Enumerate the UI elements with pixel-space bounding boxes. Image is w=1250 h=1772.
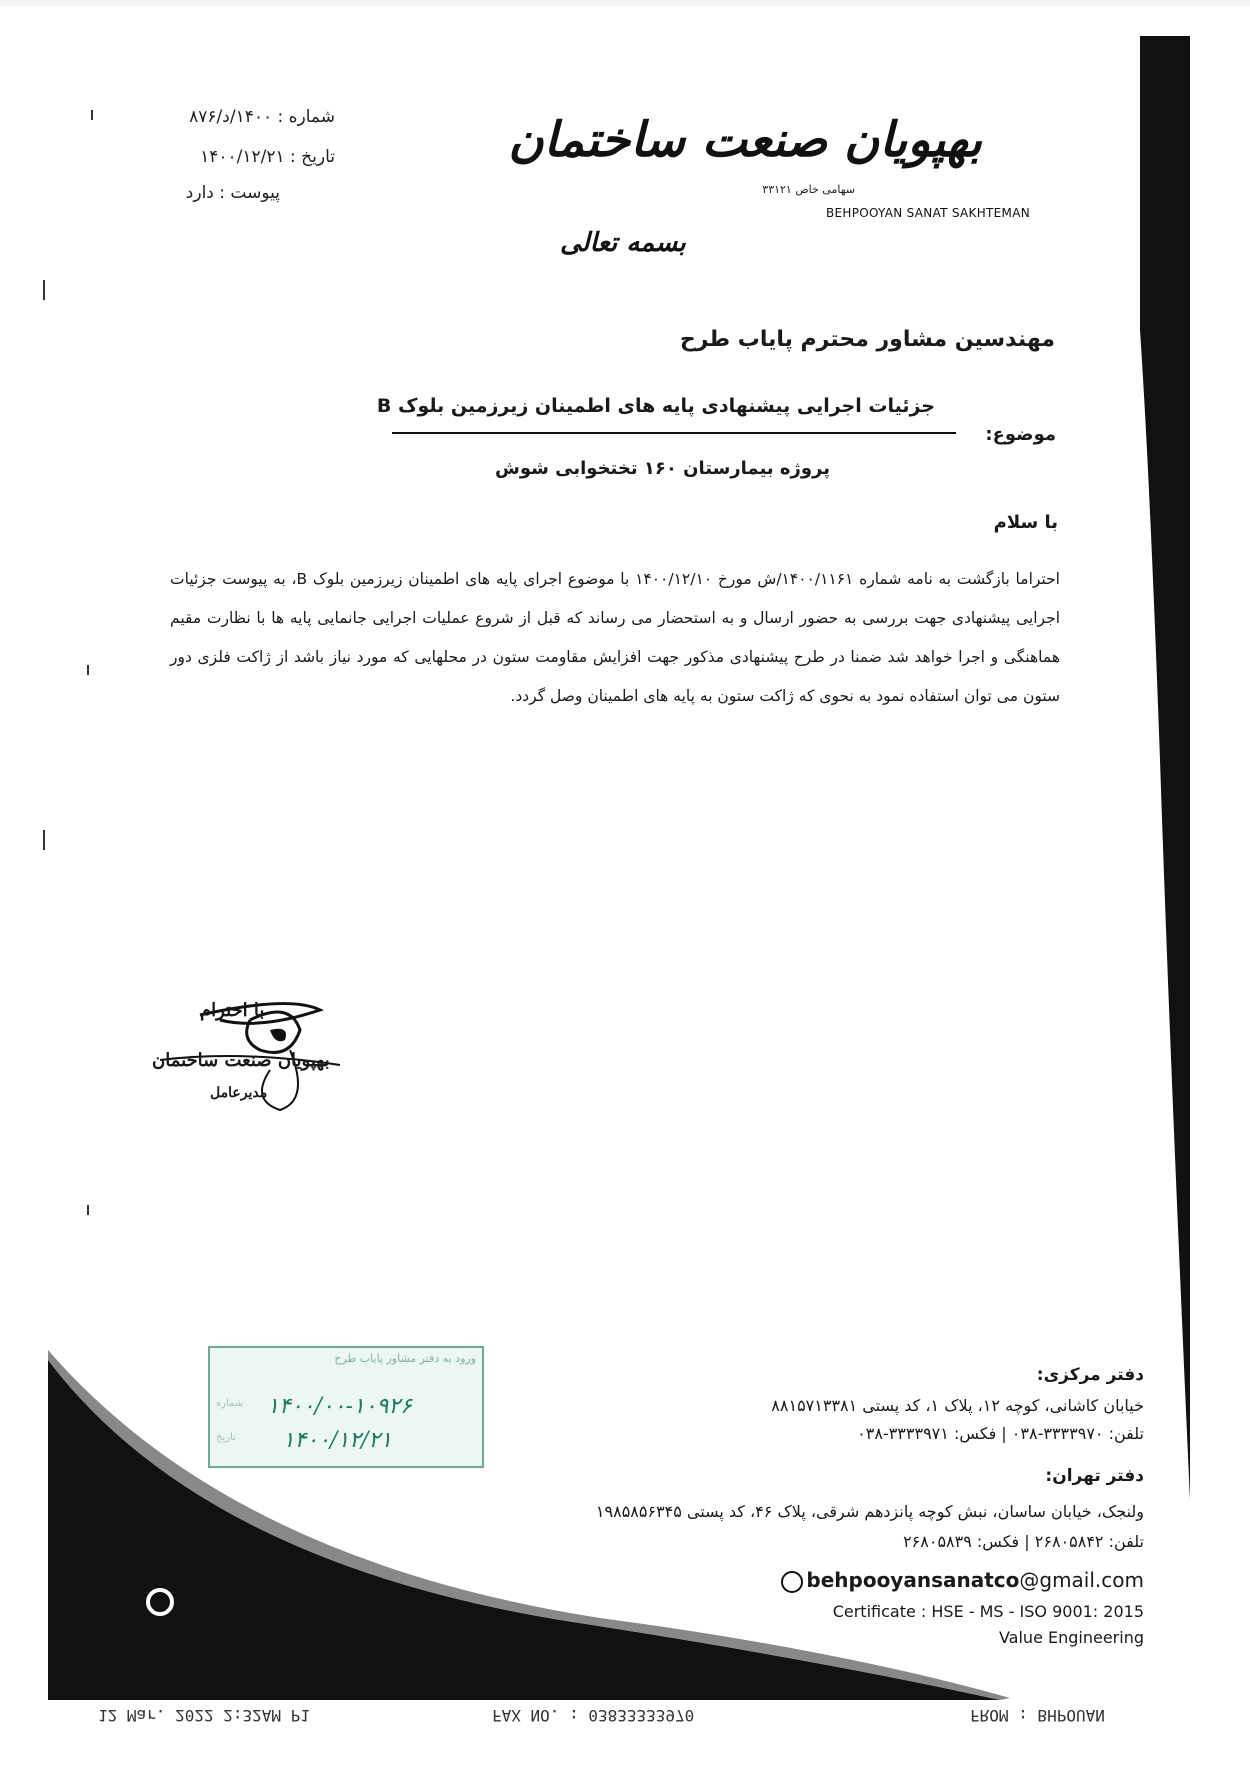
- subject-underline: [392, 432, 956, 434]
- basmala-heading: بسمه تعالی: [560, 228, 686, 258]
- right-black-band: [1140, 36, 1190, 1500]
- stamp-date: ۱۴۰۰/۱۲/۲۱: [282, 1428, 392, 1453]
- received-stamp: [208, 1346, 484, 1468]
- signature-title: مدیرعامل: [210, 1085, 268, 1101]
- tehran-office-title: دفتر تهران:: [1045, 1466, 1144, 1486]
- stamp-number-label: شماره: [216, 1398, 244, 1409]
- tehran-office-address: ولنجک، خیابان ساسان، نبش کوچه پانزدهم شرقی، پلاک ۴۶، کد پستی ۱۹۸۵۸۵۶۳۴۵: [595, 1502, 1144, 1521]
- email-icon: [781, 1571, 803, 1593]
- stamp-number: ۱۴۰۰/۰۰-۱۰۹۲۶: [267, 1394, 412, 1419]
- stamp-date-label: تاریخ: [216, 1432, 236, 1443]
- tehran-office-phone: تلفن: ۲۶۸۰۵۸۴۲ | فکس: ۲۶۸۰۵۸۳۹: [903, 1532, 1144, 1551]
- central-office-title: دفتر مرکزی:: [1036, 1365, 1144, 1385]
- certificate-text: Certificate : HSE - MS - ISO 9001: 2015: [832, 1602, 1144, 1621]
- letter-number-value: ۱۴۰۰/د/۸۷۶: [189, 107, 273, 127]
- email-domain: @gmail.com: [1019, 1568, 1144, 1592]
- stamp-title: ورود به دفتر مشاور پایاب طرح: [334, 1352, 476, 1365]
- signature-company: بهپویان صنعت ساختمان: [152, 1050, 330, 1071]
- letter-date-label: تاریخ :: [290, 147, 335, 167]
- company-logo-english: BEHPOOYAN SANAT SAKHTEMAN: [825, 206, 1030, 220]
- fax-datetime: 12 Mar. 2022 2:32AM P1: [98, 1706, 310, 1725]
- attachment-value: دارد: [185, 183, 214, 203]
- letter-date-value: ۱۴۰۰/۱۲/۲۱: [200, 147, 285, 167]
- central-office-phone: تلفن: ۳۳۳۳۹۷۰-۰۳۸ | فکس: ۳۳۳۳۹۷۱-۰۳۸: [857, 1424, 1144, 1443]
- email-user: behpooyansanatco: [806, 1568, 1020, 1592]
- fax-footer: [0, 1700, 1250, 1730]
- recipient: مهندسین مشاور محترم پایاب طرح: [679, 327, 1055, 352]
- fax-number: FAX NO. : 03833333970: [492, 1706, 695, 1725]
- central-office-address: خیابان کاشانی، کوچه ۱۲، پلاک ۱، کد پستی ۸۸۱۵۷۱۳۳۸۱: [771, 1396, 1144, 1415]
- fax-from: FROM : BHPOUAN: [970, 1706, 1105, 1725]
- signature-closing: با احترام: [200, 1000, 265, 1021]
- subject-label: موضوع:: [985, 424, 1056, 445]
- company-logo-subtitle: سهامی خاص ۳۳۱۲۱: [762, 183, 855, 196]
- letter-number-label: شماره :: [277, 107, 335, 127]
- subject-line-1: جزئیات اجرایی پیشنهادی پایه های اطمینان زیرزمین بلوک B: [376, 395, 935, 417]
- letter-attachment: [186, 180, 280, 206]
- value-engineering-text: Value Engineering: [998, 1628, 1144, 1647]
- attachment-label: پیوست :: [219, 183, 280, 203]
- greeting: با سلام: [993, 512, 1058, 533]
- company-logo-persian: بهپویان صنعت ساختمان: [508, 112, 982, 168]
- letter-number: [189, 104, 335, 130]
- letter-body: احتراما بازگشت به نامه شماره ۱۴۰۰/۱۱۶۱/ش مورخ ۱۴۰۰/۱۲/۱۰ با موضوع اجرای پایه های اطمینان زیرزمین بلوک B، به پیوست جزئیات اجرایی پیشنهادی جهت بررسی به حضور ارسال و به استحضار می رساند که قبل از شروع عملیات اجرایی جانمایی پایه ها با نظارت مقیم هماهنگی و اجرا خواهد شد ضمنا در طرح پیشنهادی مذکور جهت افزایش مقاومت ستون در محلهایی که مورد نیاز باشد از ژاکت فلزی دور ستون می توان استفاده نمود به نحوی که ژاکت ستون به پایه های اطمینان وصل گردد.: [170, 570, 1060, 705]
- company-email[interactable]: [781, 1568, 1144, 1593]
- subject-line-2: پروژه بیمارستان ۱۶۰ تختخوابی شوش: [495, 458, 830, 479]
- letter-date: [200, 144, 335, 170]
